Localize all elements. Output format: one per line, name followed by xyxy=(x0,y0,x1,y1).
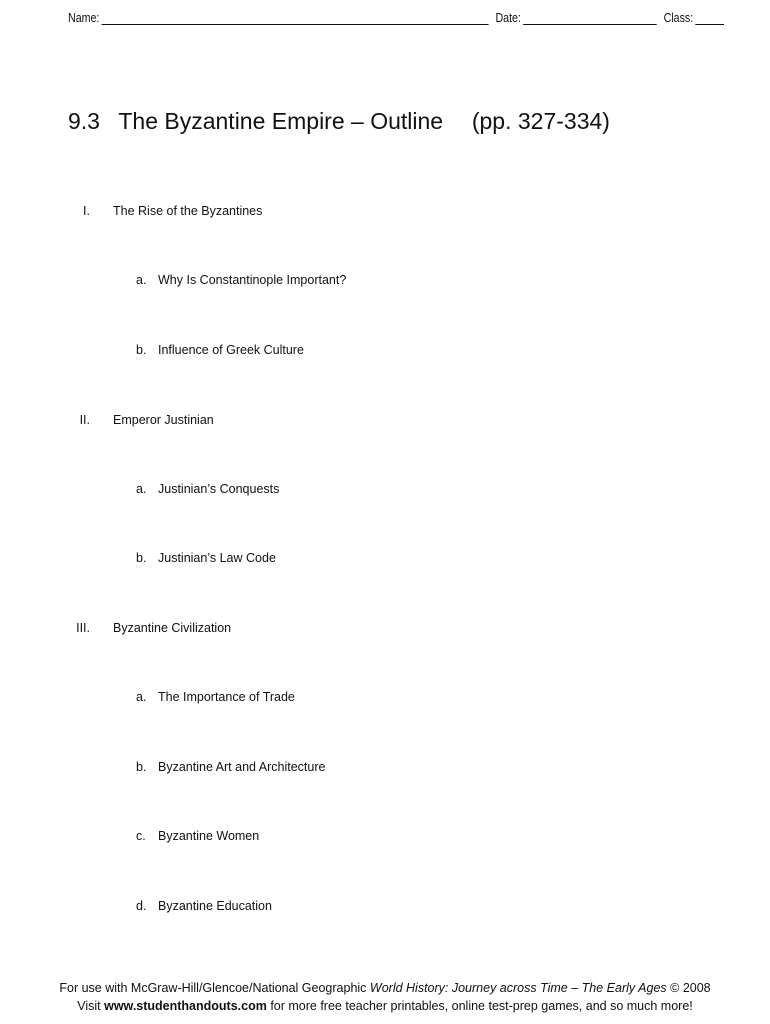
item-letter: c. xyxy=(136,829,146,843)
item-label: Influence of Greek Culture xyxy=(158,343,304,357)
section-numeral: II. xyxy=(79,413,90,427)
worksheet-header xyxy=(68,10,694,30)
class-label: Class: xyxy=(663,10,694,25)
item-letter: b. xyxy=(136,551,147,565)
footer-copyright: © 2008 xyxy=(666,981,711,995)
item-label: Byzantine Art and Architecture xyxy=(158,760,326,774)
title-number: 9.3 xyxy=(68,108,100,134)
section-heading: The Rise of the Byzantines xyxy=(113,204,263,218)
section-numeral: III. xyxy=(76,621,90,635)
footer-line2-prefix: Visit xyxy=(77,999,105,1013)
item-label: Byzantine Education xyxy=(158,899,272,913)
name-label: Name: xyxy=(68,10,100,25)
page-title xyxy=(68,108,610,135)
item-letter: a. xyxy=(136,690,147,704)
item-letter: d. xyxy=(136,899,147,913)
date-field-line[interactable] xyxy=(523,10,657,25)
footer-book-subtitle: The Early Ages xyxy=(581,981,667,995)
footer-website-link[interactable]: www.studenthandouts.com xyxy=(104,999,267,1013)
item-letter: b. xyxy=(136,760,147,774)
footer-citation xyxy=(0,981,770,995)
footer-dash: – xyxy=(567,981,582,995)
name-field-line[interactable] xyxy=(102,10,489,25)
item-label: Justinian’s Conquests xyxy=(158,482,280,496)
section-numeral: I. xyxy=(83,204,90,218)
item-label: Justinian’s Law Code xyxy=(158,551,276,565)
footer-book-title: World History: Journey across Time xyxy=(369,981,568,995)
item-letter: a. xyxy=(136,482,147,496)
item-letter: a. xyxy=(136,273,147,287)
section-heading: Byzantine Civilization xyxy=(113,621,232,635)
class-field-line[interactable] xyxy=(696,10,724,25)
title-pages: (pp. 327-334) xyxy=(471,108,610,134)
footer-line2-suffix: for more free teacher printables, online test-prep games, and so much more! xyxy=(266,999,693,1013)
date-label: Date: xyxy=(495,10,521,25)
item-label: Why Is Constantinople Important? xyxy=(158,273,347,287)
footer-visit xyxy=(0,999,770,1013)
item-label: The Importance of Trade xyxy=(158,690,295,704)
item-label: Byzantine Women xyxy=(158,829,260,843)
title-text: The Byzantine Empire – Outline xyxy=(118,108,444,134)
item-letter: b. xyxy=(136,343,147,357)
section-heading: Emperor Justinian xyxy=(113,413,214,427)
footer-line1-prefix: For use with McGraw-Hill/Glencoe/National Geographic xyxy=(59,981,370,995)
